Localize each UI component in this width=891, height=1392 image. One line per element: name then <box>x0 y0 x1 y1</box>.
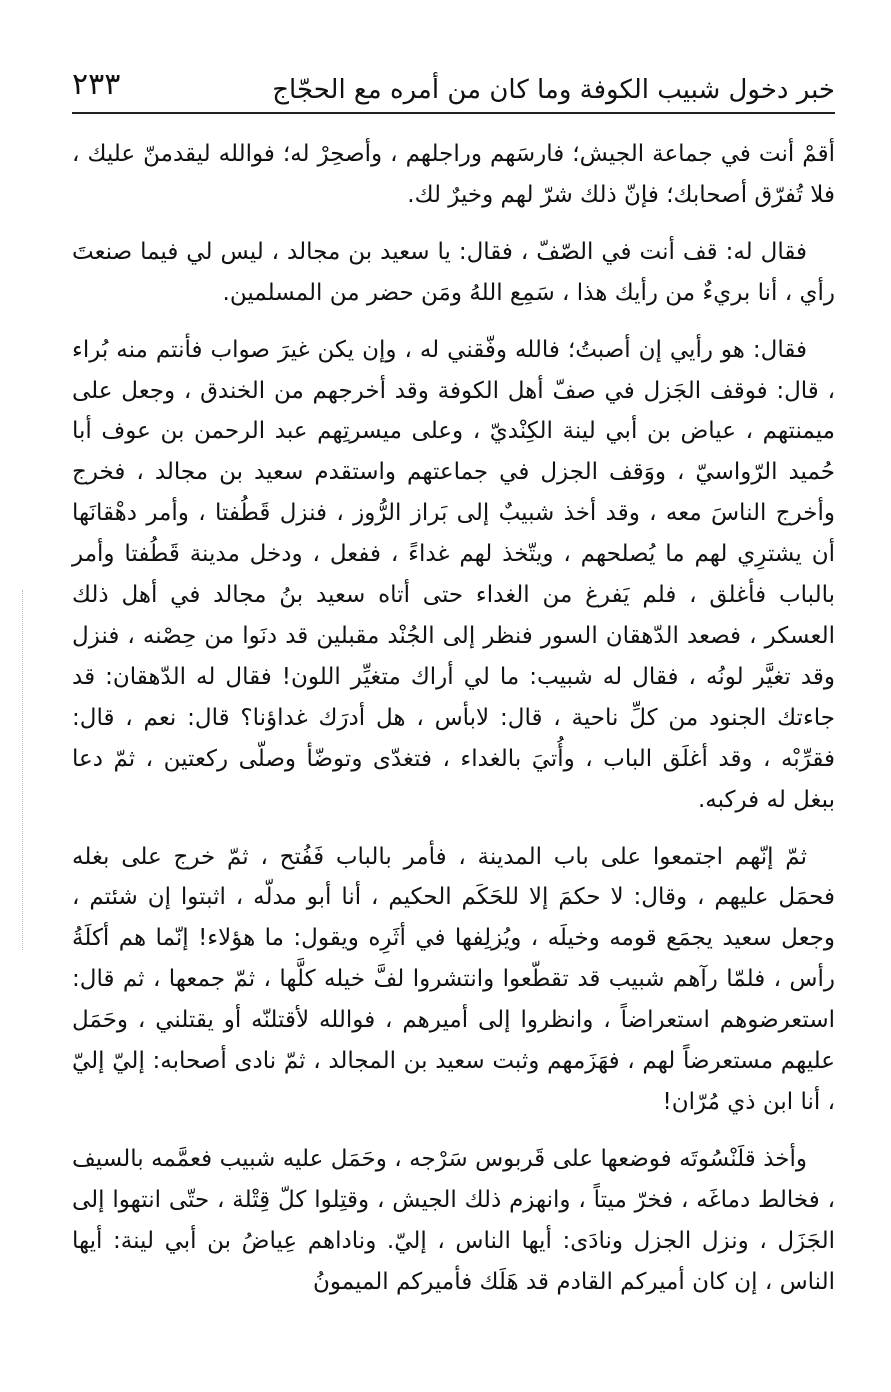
page-header <box>72 62 835 114</box>
paragraph-3: فقال: هو رأيي إن أصبتُ؛ فالله وفّقني له ، وإن يكن غيرَ صواب فأنتم منه بُراء ، قال: فوقف الجَزل في صفّ أهل الكوفة وقد أخرجهم من الخندق ، وجعل على ميمنتهم ، عياض بن أبي لينة الكِنْديّ ، وعلى ميسرتِهم عبد الرحمن بن عوف أبا حُميد الرّواسيّ ، ووَقف الجزل في جماعتهم واستقدم سعيد بن مجالد ، فخرج وأخرج الناسَ معه ، وقد أخذ شبيبٌ إلى بَراز الرُّوز ، فنزل قَطُفتا ، وأمر دهْقانَها أن يشترِي لهم ما يُصلحهم ، ويتّخذ لهم غداءً ، ففعل ، ودخل مدينة قَطُفتا وأمر بالباب فأغلق ، فلم يَفرغ من الغداء حتى أتاه سعيد بنُ مجالد في أهل ذلك العسكر ، فصعد الدّهقان السور فنظر إلى الجُنْد مقبلين قد دنَوا من حِصْنه ، فنزل وقد تغيَّر لونُه ، فقال له شبيب: ما لي أراك متغيِّر اللون! فقال له الدّهقان: قد جاءتك الجنود من كلِّ ناحية ، قال: لابأس ، هل أدرَك غداؤنا؟ قال: نعم ، قال: فقرِّبْه ، وقد أغلَق الباب ، وأُتيَ بالغداء ، فتغدّى وتوضّأ وصلّى ركعتين ، ثمّ دعا ببغل له فركبه. <box>72 336 835 813</box>
paragraph-4: ثمّ إنّهم اجتمعوا على باب المدينة ، فأمر بالباب فَفُتح ، ثمّ خرج على بغله فحمَل عليهم ، وقال: لا حكمَ إلا للحَكَم الحكيم ، أنا أبو مدلّه ، اثبتوا إن شئتم ، وجعل سعيد يجمَع قومه وخيلَه ، ويُزلِفها في أثَرِه ويقول: ما هؤلاء! إنّما هم أكلَةُ رأس ، فلمّا رآهم شبيب قد تقطّعوا وانتشروا لفَّ خيله كلَّها ، ثمّ جمعها ، ثم قال: استعرضوهم استعراضاً ، وانظروا إلى أميرهم ، فوالله لأقتلنّه أو يقتلني ، وحَمَل عليهم مستعرضاً لهم ، فهَزَمهم وثبت سعيد بن المجالد ، ثمّ نادى أصحابه: إليّ إليّ ، أنا ابن ذي مُرّان! <box>72 843 835 1115</box>
paragraph-5: وأخذ قلَنْسُوتَه فوضعها على قَربوس سَرْجه ، وحَمَل عليه شبيب فعمَّمه بالسيف ، فخالط دماغَه ، فخرّ ميتاً ، وانهزم ذلك الجيش ، وقتِلوا كلّ قِتْلة ، حتّى انتهوا إلى الجَزَل ، ونزل الجزل ونادَى: أيها الناس ، إليّ. وناداهم عِياضُ بن أبي لينة: أيها الناس ، إن كان أميركم القادم قد هَلَك فأميركم الميمونُ <box>72 1145 835 1295</box>
paragraph-1: أقمْ أنت في جماعة الجيش؛ فارسَهم وراجلهم ، وأصحِرْ له؛ فوالله ليقدمنّ عليك ، فلا تُفرّق أصحابك؛ فإنّ ذلك شرّ لهم وخيرٌ لك. <box>72 141 835 208</box>
running-title: خبر دخول شبيب الكوفة وما كان من أمره مع الحجّاج <box>272 75 835 105</box>
header-rule <box>72 112 835 114</box>
paragraph-2: فقال له: قف أنت في الصّفّ ، فقال: يا سعيد بن مجالد ، ليس لي فيما صنعتَ رأي ، أنا بريءٌ من رأيك هذا ، سَمِع اللهُ ومَن حضر من المسلمين. <box>72 238 835 306</box>
scan-margin-mark <box>22 590 24 950</box>
page-number: ٢٣٣ <box>72 67 121 102</box>
body-text <box>72 134 835 1302</box>
